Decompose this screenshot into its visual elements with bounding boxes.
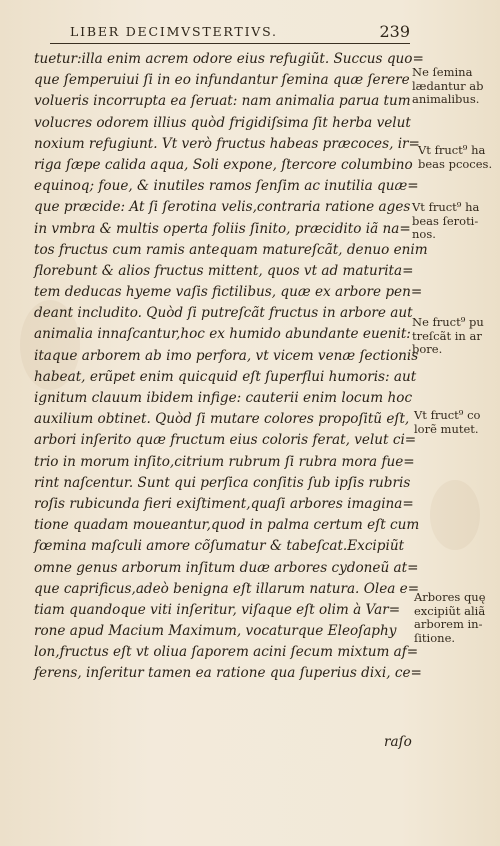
margin-note-line: lædantur ab <box>412 78 484 93</box>
text-line: trio in morum inſito,citrium rubrum ſi rubra mora fue= <box>34 453 415 470</box>
margin-note <box>412 316 484 357</box>
margin-note-line: beas ſeroti- <box>412 213 479 228</box>
margin-note-line: Arbores quę <box>414 590 486 604</box>
text-line: rint naſcentur. Sunt qui perſica conſitis ſub ipſis rubris <box>34 474 411 491</box>
text-line: itaque arborem ab imo perfora, vt vicem venæ ſectionis <box>34 347 419 364</box>
margin-note <box>412 201 479 242</box>
text-line: roſis rubicunda fieri exiſtiment,quaſi arbores imagina= <box>34 495 414 512</box>
text-line: lon,fructus eſt vt oliua ſaporem acini ſecum mixtum af= <box>34 644 419 661</box>
text-line: que ſemperuiui ſi in eo infundantur ſemina quæ ſerere <box>34 72 410 89</box>
running-head: LIBER DECIMVSTERTIVS. <box>70 24 278 39</box>
text-line: in vmbra & multis operta foliis ſinito, præcidito iã na= <box>34 220 411 237</box>
margin-note-line: Ne fruct⁹ pu <box>412 315 484 329</box>
text-line: noxium refugiunt. Vt verò fructus habeas præcoces, ir= <box>34 135 420 152</box>
text-line: habeat, erũpet enim quicquid eſt ſuperflui humoris: aut <box>34 368 417 385</box>
text-line: fœmina maſculi amore cõſumatur & tabeſcat.Excipiũt <box>34 538 405 555</box>
text-line: equinoq; foue, & inutiles ramos ſenſim ac inutilia quæ= <box>34 178 419 195</box>
text-line: ignitum clauum ibidem infige: cauterii enim locum hoc <box>34 390 413 406</box>
margin-note-line: beas pcoces. <box>418 156 493 171</box>
margin-note-line: nos. <box>412 227 436 241</box>
text-line: tuetur:illa enim acrem odore eius refugiũt. Succus quo= <box>34 51 424 67</box>
margin-note <box>414 409 480 436</box>
margin-note-line: arborem in- <box>414 617 483 631</box>
margin-note-line: ſitione. <box>414 630 456 645</box>
text-line: volucres odorem illius quòd frigidiſsima ſit herba velut <box>34 114 411 131</box>
text-line: tos fructus cum ramis antequam matureſcãt, denuo enim <box>34 241 428 258</box>
page-number: 239 <box>379 22 410 41</box>
text-line: omne genus arborum inſitum duæ arbores cydoneũ at= <box>34 559 419 576</box>
catchword: raſo <box>384 734 412 750</box>
text-line: volueris incorrupta ea ſeruat: nam animalia parua tum <box>34 93 411 110</box>
margin-note-line: Vt fruct⁹ ha <box>412 200 480 214</box>
margin-note <box>418 144 492 171</box>
margin-note-line: Vt fruct⁹ co <box>414 408 481 422</box>
margin-note <box>412 66 484 107</box>
text-line: riga ſæpe calida aqua, Soli expone, ſtercore columbino <box>34 156 413 173</box>
text-line: que caprificus,adeò benigna eſt illarum natura. Olea e= <box>34 580 420 597</box>
text-line: tem deducas hyeme vaſis fictilibus, quæ ex arbore pen= <box>34 284 423 301</box>
text-line: rone apud Macium Maximum, vocaturque Eleoſaphy <box>34 623 397 640</box>
text-line: animalia innaſcantur,hoc ex humido abundante euenit: <box>34 326 411 343</box>
text-line: arbori inſerito quæ fructum eius coloris ferat, velut ci= <box>34 432 417 449</box>
text-line: ferens, inſeritur tamen ea ratione qua ſuperius dixi, ce= <box>34 665 422 682</box>
text-line: tiam quandoque viti inſeritur, viſaque eſt olim à Var= <box>34 601 401 618</box>
text-line: auxilium obtinet. Quòd ſi mutare colores propoſitũ eſt, <box>34 411 410 428</box>
margin-note-line: Ne ſemina <box>412 65 473 79</box>
margin-note-line: animalibus. <box>412 92 480 106</box>
margin-note-line: Vt fruct⁹ ha <box>418 143 486 157</box>
margin-note-line: lorẽ mutet. <box>414 421 479 436</box>
margin-note-line: excipiũt aliã <box>414 603 486 618</box>
margin-note <box>414 591 486 645</box>
text-line: deant includito. Quòd ſi putreſcãt fructus in arbore aut <box>34 305 413 322</box>
text-line: florebunt & alios fructus mittent, quos vt ad maturita= <box>34 262 414 279</box>
text-line: tione quadam moueantur,quod in palma certum eſt cum <box>34 517 420 534</box>
margin-note-line: bore. <box>412 342 443 356</box>
margin-note-line: treſcãt in ar <box>412 328 482 343</box>
text-line: que præcide: At ſi ſerotina velis,contraria ratione ages <box>34 199 411 216</box>
